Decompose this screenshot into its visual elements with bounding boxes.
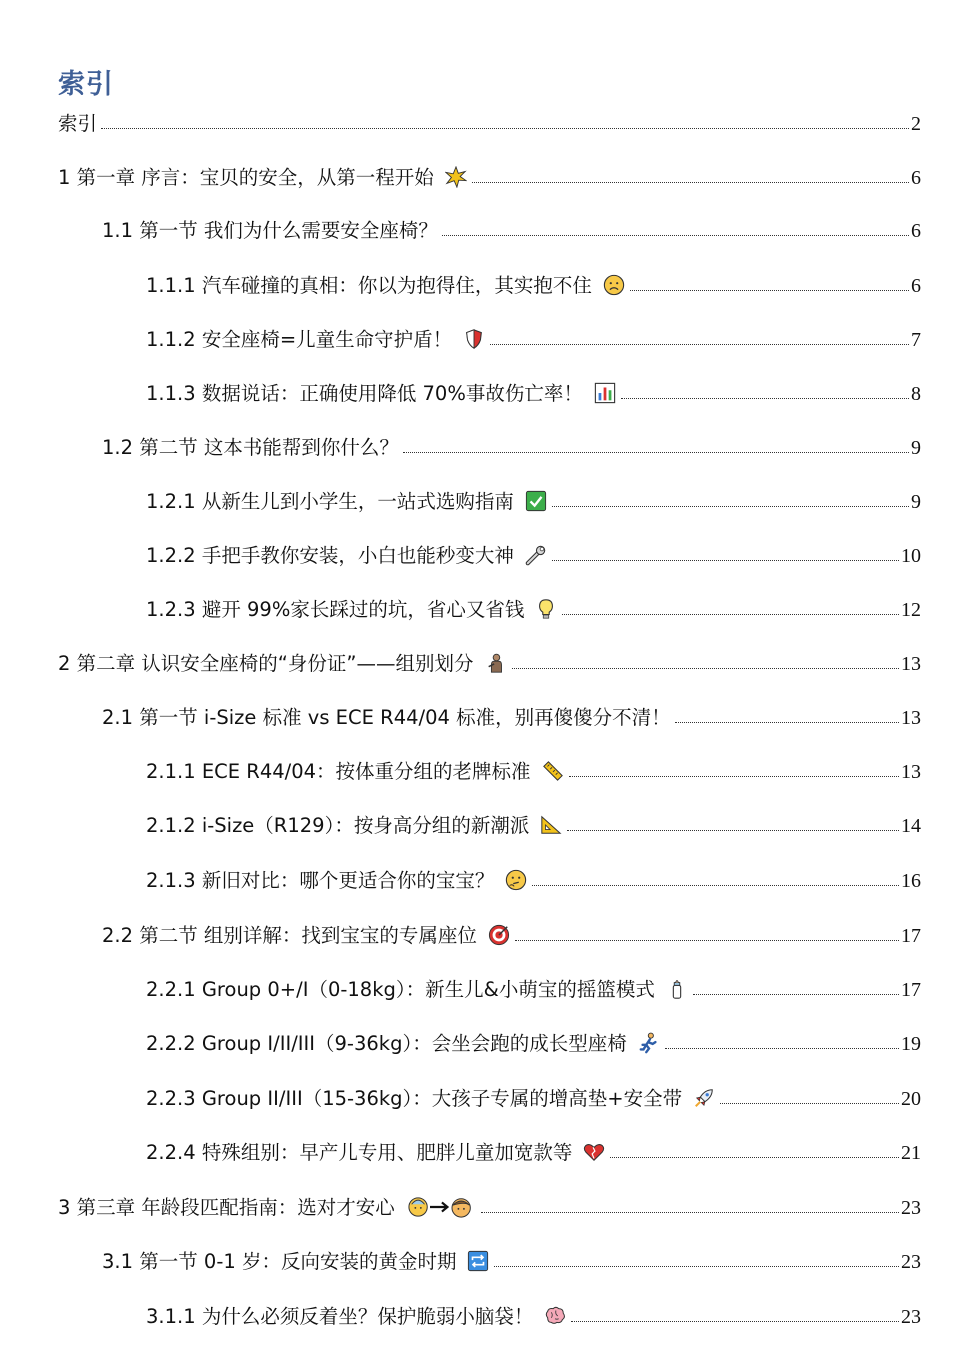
toc-entry-text: 1.2.1 从新生儿到小学生，一站式选购指南 — [146, 490, 514, 513]
toc-entry-page: 8 — [911, 383, 921, 405]
toc-entry-text: 3.1 第一节 0-1 岁：反向安装的黄金时期 — [102, 1250, 457, 1273]
thinking-face-icon — [504, 868, 528, 892]
leader-dots — [571, 1321, 899, 1322]
toc-entry[interactable] — [146, 972, 921, 1002]
toc-entry-page: 13 — [901, 761, 921, 783]
toc-entry-text: 2.1 第一节 i-Size 标准 vs ECE R44/04 标准，别再傻傻分不清！ — [102, 706, 671, 729]
toc-entry-page: 6 — [911, 167, 921, 189]
toc-entry-text: 1.1.1 汽车碰撞的真相：你以为抱得住，其实抱不住 — [146, 274, 592, 297]
toc-entry-page: 10 — [901, 545, 921, 567]
toc-entry-page: 21 — [901, 1142, 921, 1164]
toc-entry[interactable] — [58, 646, 921, 676]
leader-dots — [693, 994, 899, 995]
toc-entry-page: 23 — [901, 1251, 921, 1273]
bar-chart-icon — [593, 381, 617, 405]
toc-entry[interactable] — [102, 1244, 921, 1274]
toc-entry-text: 1.1.3 数据说话：正确使用降低 70%事故伤亡率！ — [146, 382, 583, 405]
toc-entry-text: 1.1 第一节 我们为什么需要安全座椅？ — [102, 219, 438, 242]
toc-entry-page: 13 — [901, 707, 921, 729]
toc-entry-page: 17 — [901, 979, 921, 1001]
toc-entry-text: 2.1.3 新旧对比：哪个更适合你的宝宝？ — [146, 869, 495, 892]
target-icon — [487, 923, 511, 947]
leader-dots — [512, 668, 899, 669]
toc-entry[interactable] — [146, 808, 921, 838]
triangle-ruler-icon — [539, 813, 563, 837]
toc-entry-text: 3 第三章 年龄段匹配指南：选对才安心 — [58, 1196, 395, 1219]
toc-entry-text: 2.1.1 ECE R44/04：按体重分组的老牌标准 — [146, 760, 531, 783]
running-person-icon — [637, 1031, 661, 1055]
baby-to-child-icon — [405, 1195, 477, 1219]
toc-entry-page: 7 — [911, 329, 921, 351]
leader-dots — [472, 182, 909, 183]
leader-dots — [101, 128, 909, 129]
leader-dots — [720, 1103, 899, 1104]
leader-dots — [562, 614, 899, 615]
leader-dots — [515, 940, 899, 941]
baby-bottle-icon — [665, 977, 689, 1001]
toc-entry-text: 1.2 第二节 这本书能帮到你什么？ — [102, 436, 399, 459]
toc-entry-text: 3.1.1 为什么必须反着坐？保护脆弱小脑袋！ — [146, 1305, 534, 1328]
toc-entry-text: 2.2.2 Group I/II/III（9-36kg）：会坐会跑的成长型座椅 — [146, 1032, 627, 1055]
wrench-icon — [524, 543, 548, 567]
toc-entry[interactable] — [146, 1081, 921, 1111]
toc-entry[interactable] — [146, 484, 921, 514]
leader-dots — [532, 885, 899, 886]
leader-dots — [552, 560, 899, 561]
toc-entry[interactable] — [102, 918, 921, 948]
leader-dots — [490, 344, 909, 345]
leader-dots — [569, 776, 899, 777]
leader-dots — [403, 452, 909, 453]
toc-entry[interactable] — [146, 1135, 921, 1165]
toc-entry[interactable] — [146, 863, 921, 893]
toc-entry[interactable] — [146, 1026, 921, 1056]
toc-entry[interactable] — [102, 213, 921, 243]
toc-entry-text: 2.2.4 特殊组别：早产儿专用、肥胖儿童加宽款等 — [146, 1141, 573, 1164]
leader-dots — [552, 506, 909, 507]
leader-dots — [567, 830, 899, 831]
repeat-arrows-icon — [466, 1249, 490, 1273]
toc-entry-text: 索引 — [58, 112, 98, 135]
toc-entry-page: 23 — [901, 1306, 921, 1328]
toc-entry-page: 6 — [911, 220, 921, 242]
toc-entry[interactable] — [146, 376, 921, 406]
leader-dots — [665, 1048, 899, 1049]
toc-entry-page: 23 — [901, 1197, 921, 1219]
sad-face-icon — [602, 273, 626, 297]
brain-icon — [543, 1304, 567, 1328]
toc-entry[interactable] — [58, 106, 921, 136]
toc-entry-text: 1.2.3 避开 99%家长踩过的坑，省心又省钱 — [146, 598, 525, 621]
toc-entry-page: 20 — [901, 1088, 921, 1110]
toc-entry-page: 6 — [911, 275, 921, 297]
toc-entry[interactable] — [58, 1190, 921, 1220]
leader-dots — [675, 722, 899, 723]
ruler-icon — [541, 759, 565, 783]
toc-entry-page: 2 — [911, 113, 921, 135]
toc-entry[interactable] — [146, 268, 921, 298]
toc-entry[interactable] — [146, 1299, 921, 1329]
toc-entry[interactable] — [146, 322, 921, 352]
toc-entry[interactable] — [102, 430, 921, 460]
leader-dots — [630, 290, 909, 291]
toc-entry-page: 13 — [901, 653, 921, 675]
toc-entry-page: 14 — [901, 815, 921, 837]
toc-entry-text: 1.1.2 安全座椅=儿童生命守护盾！ — [146, 328, 453, 351]
heart-icon — [582, 1140, 606, 1164]
toc-entry-text: 2.2.1 Group 0+/I（0-18kg）：新生儿&小萌宝的摇篮模式 — [146, 978, 655, 1001]
toc-entry-page: 9 — [911, 491, 921, 513]
lightbulb-icon — [534, 597, 558, 621]
toc-entry-page: 12 — [901, 599, 921, 621]
toc-entry[interactable] — [146, 754, 921, 784]
toc-entry[interactable] — [58, 160, 921, 190]
toc-entry[interactable] — [146, 538, 921, 568]
toc-entry-text: 2.2 第二节 组别详解：找到宝宝的专属座位 — [102, 924, 477, 947]
toc-entry-page: 19 — [901, 1033, 921, 1055]
toc-entry-text: 1.2.2 手把手教你安装，小白也能秒变大神 — [146, 544, 514, 567]
toc-entry-page: 16 — [901, 870, 921, 892]
leader-dots — [481, 1212, 899, 1213]
sparkle-icon — [444, 165, 468, 189]
toc-entry-text: 2.2.3 Group II/III（15-36kg）：大孩子专属的增高垫+安全带 — [146, 1087, 683, 1110]
toc-entry[interactable] — [102, 700, 921, 730]
check-box-icon — [524, 489, 548, 513]
leader-dots — [621, 398, 909, 399]
leader-dots — [610, 1157, 899, 1158]
toc-entry-page: 17 — [901, 925, 921, 947]
toc-entry[interactable] — [146, 592, 921, 622]
leader-dots — [494, 1266, 899, 1267]
toc-entry-text: 2 第二章 认识安全座椅的“身份证”——组别划分 — [58, 652, 474, 675]
id-card-icon — [484, 651, 508, 675]
toc-entry-page: 9 — [911, 437, 921, 459]
toc-entry-text: 2.1.2 i-Size（R129）：按身高分组的新潮派 — [146, 814, 530, 837]
rocket-icon — [692, 1086, 716, 1110]
toc-entry-text: 1 第一章 序言：宝贝的安全，从第一程开始 — [58, 166, 434, 189]
page-title: 索引 — [58, 69, 114, 100]
leader-dots — [442, 235, 909, 236]
shield-icon — [462, 327, 486, 351]
